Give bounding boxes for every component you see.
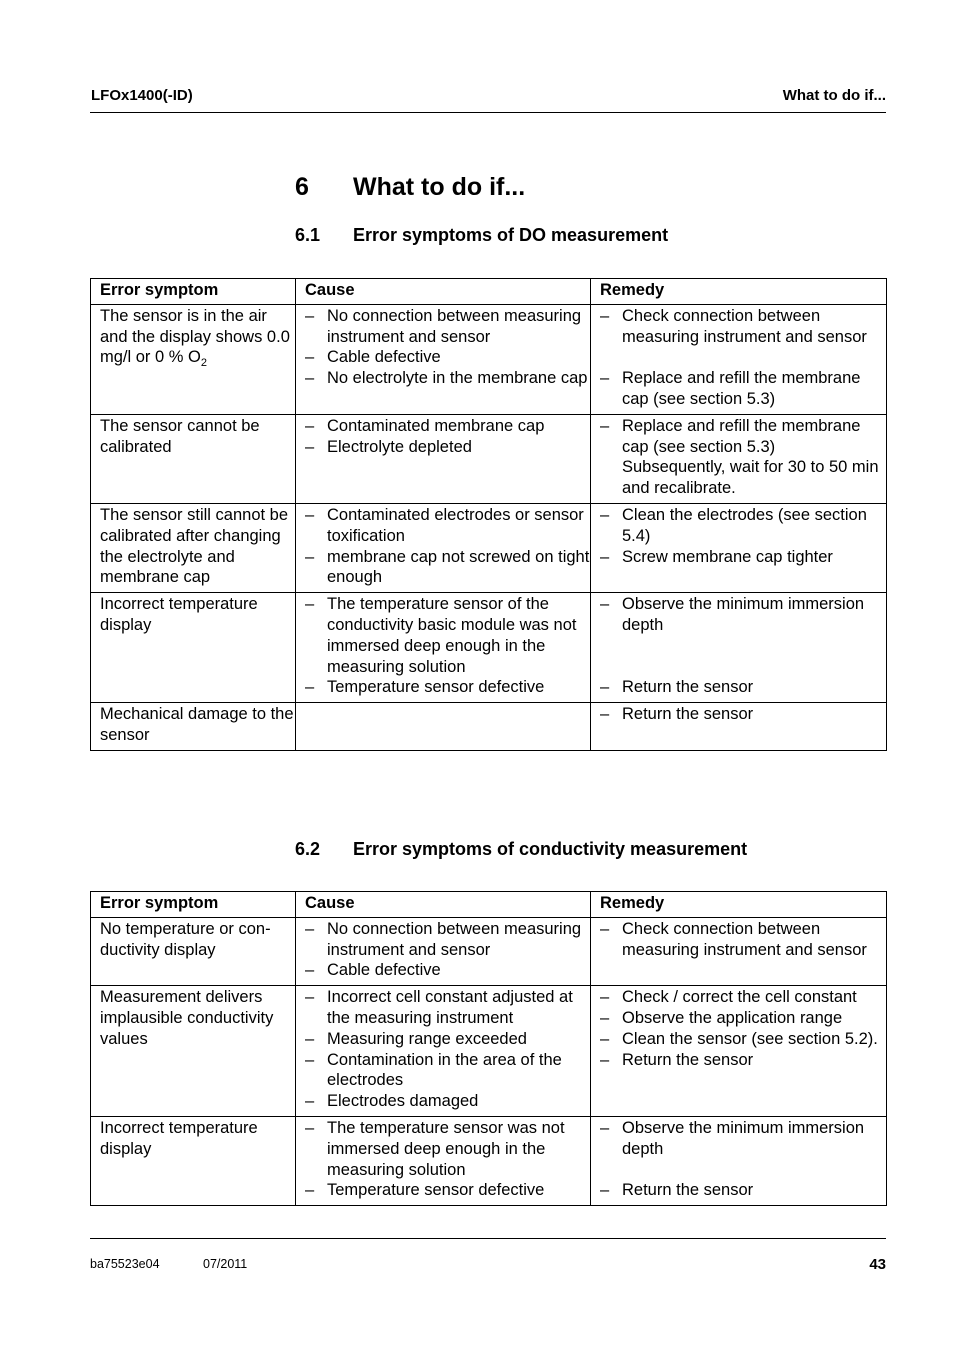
header-rule — [90, 112, 886, 113]
cause-cell — [296, 986, 591, 1117]
cause-item: – Incorrect cell constant adjusted at the measuring instrument — [302, 987, 590, 1029]
remedy-spacer — [597, 347, 886, 368]
symptom-cell: Incorrect temperature display — [91, 1116, 296, 1205]
symptom-cell — [91, 304, 296, 414]
remedy-item: – Return the sensor — [597, 1180, 886, 1201]
column-header-symptom: Error symptom — [91, 892, 296, 918]
remedy-cell — [591, 503, 887, 592]
cause-item: – The temperature sensor of the conductivity basic module was not immersed deep enough in the measuring solution — [302, 594, 590, 677]
remedy-cell — [591, 304, 887, 414]
table-row — [91, 414, 887, 503]
cause-item: – No connection between measuring instrument and sensor — [302, 919, 590, 961]
cause-item: – The temperature sensor was not immersed deep enough in the measuring solution — [302, 1118, 590, 1180]
remedy-cell — [591, 414, 887, 503]
cause-item: – Electrodes damaged — [302, 1091, 590, 1112]
table-row — [91, 1116, 887, 1205]
symptom-cell: The sensor still cannot be calibrated after changing the electrolyte and membrane cap — [91, 503, 296, 592]
cause-item: – Contaminated electrodes or sensor toxification — [302, 505, 590, 547]
symptom-cell: No temperature or con-ductivity display — [91, 917, 296, 985]
column-header-cause: Cause — [296, 892, 591, 918]
remedy-item: – Screw membrane cap tighter — [597, 547, 886, 568]
cause-cell — [296, 414, 591, 503]
cause-item: – membrane cap not screwed on tight enough — [302, 547, 590, 589]
cause-item: – Contamination in the area of the electrodes — [302, 1050, 590, 1092]
remedy-item: – Check connection between measuring instrument and sensor — [597, 306, 886, 348]
symptom-subscript: 2 — [200, 357, 207, 370]
remedy-item: – Check / correct the cell constant — [597, 987, 886, 1008]
remedy-item: – Observe the minimum immersion depth — [597, 1118, 886, 1160]
cause-item: – Electrolyte depleted — [302, 437, 590, 458]
table-row — [91, 593, 887, 703]
remedy-spacer — [597, 636, 886, 678]
do-error-table — [90, 278, 887, 751]
remedy-cell — [591, 917, 887, 985]
cause-item: – Cable defective — [302, 347, 590, 368]
chapter-number: 6 — [295, 173, 309, 201]
remedy-note: Subsequently, wait for 30 to 50 min and recalibrate. — [622, 458, 879, 498]
remedy-item: – Return the sensor — [597, 704, 886, 725]
remedy-item: – Clean the electrodes (see section 5.4) — [597, 505, 886, 547]
chapter-title: What to do if... — [353, 173, 526, 201]
table-row — [91, 703, 887, 751]
cause-cell — [296, 1116, 591, 1205]
remedy-cell — [591, 1116, 887, 1205]
column-header-symptom: Error symptom — [91, 279, 296, 305]
remedy-item: – Replace and refill the membrane cap (see section 5.3) — [597, 416, 886, 458]
remedy-item: – Check connection between measuring instrument and sensor — [597, 919, 886, 961]
conductivity-error-table — [90, 891, 887, 1206]
running-header-right: What to do if... — [782, 87, 886, 104]
remedy-item: – Clean the sensor (see section 5.2). — [597, 1029, 886, 1050]
symptom-cell: The sensor cannot be calibrated — [91, 414, 296, 503]
running-header-left: LFOx1400(-ID) — [91, 87, 193, 104]
cause-cell — [296, 593, 591, 703]
remedy-item: – Replace and refill the membrane cap (see section 5.3) — [597, 368, 886, 410]
table-row — [91, 917, 887, 985]
remedy-item: – Return the sensor — [597, 1050, 886, 1071]
remedy-item: – Return the sensor — [597, 677, 886, 698]
footer-doc-id: ba75523e04 — [90, 1257, 160, 1271]
footer-date: 07/2011 — [203, 1257, 248, 1271]
cause-item: – Contaminated membrane cap — [302, 416, 590, 437]
cause-cell — [296, 917, 591, 985]
column-header-cause: Cause — [296, 279, 591, 305]
column-header-remedy: Remedy — [591, 892, 887, 918]
section-1-title: Error symptoms of DO measurement — [353, 225, 669, 245]
cause-cell — [296, 703, 591, 751]
table-header-row — [91, 279, 887, 305]
table-header-row — [91, 892, 887, 918]
symptom-text: The sensor is in the air and the display shows 0.0 mg/l or 0 % O — [100, 306, 290, 367]
remedy-item: – Observe the application range — [597, 1008, 886, 1029]
symptom-cell: Measurement delivers implausible conductivity values — [91, 986, 296, 1117]
cause-item: – No electrolyte in the membrane cap — [302, 368, 590, 389]
section-2-number: 6.2 — [295, 839, 321, 859]
table-row — [91, 304, 887, 414]
table-row — [91, 986, 887, 1117]
remedy-item: – Observe the minimum immersion depth — [597, 594, 886, 636]
cause-item: – No connection between measuring instrument and sensor — [302, 306, 590, 348]
symptom-cell: Incorrect temperature display — [91, 593, 296, 703]
remedy-cell — [591, 986, 887, 1117]
symptom-cell: Mechanical damage to the sensor — [91, 703, 296, 751]
cause-cell — [296, 304, 591, 414]
cause-item: – Temperature sensor defective — [302, 677, 590, 698]
section-2-title: Error symptoms of conductivity measurement — [353, 839, 748, 859]
footer-rule — [90, 1238, 886, 1239]
remedy-cell — [591, 593, 887, 703]
cause-item: – Temperature sensor defective — [302, 1180, 590, 1201]
cause-item: – Cable defective — [302, 960, 590, 981]
remedy-cell — [591, 703, 887, 751]
table-row — [91, 503, 887, 592]
cause-cell — [296, 503, 591, 592]
cause-item: – Measuring range exceeded — [302, 1029, 590, 1050]
section-1-number: 6.1 — [295, 225, 321, 245]
column-header-remedy: Remedy — [591, 279, 887, 305]
page-number: 43 — [869, 1256, 886, 1273]
remedy-spacer — [597, 1160, 886, 1181]
